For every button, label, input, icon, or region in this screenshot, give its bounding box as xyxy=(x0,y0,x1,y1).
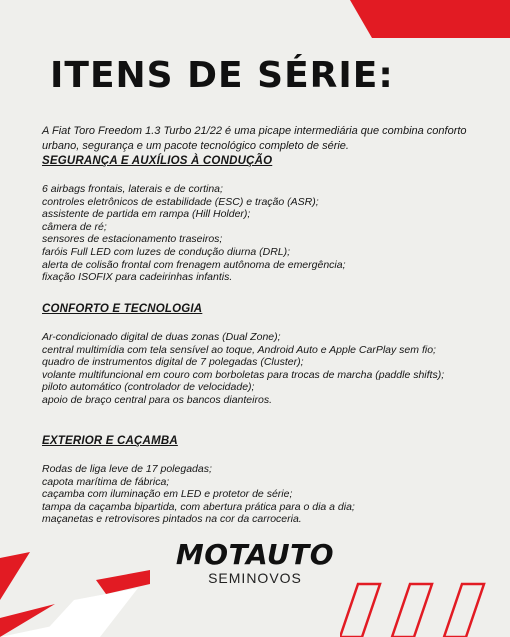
list-item: 6 airbags frontais, laterais e de cortina; xyxy=(42,183,223,195)
list-item: câmera de ré; xyxy=(42,220,107,233)
item-list xyxy=(42,463,482,526)
brand-subtitle: SEMINOVOS xyxy=(208,570,302,586)
stripe-white-2 xyxy=(40,588,138,637)
parallelogram-2 xyxy=(392,584,432,637)
section-exterior xyxy=(42,435,482,526)
list-item: caçamba com iluminação em LED e protetor de série; xyxy=(42,488,293,501)
section-heading: EXTERIOR E CAÇAMBA xyxy=(42,435,178,447)
list-item: maçanetas e retrovisores pintados na cor da carroceria. xyxy=(42,513,302,526)
list-item: tampa da caçamba bipartida, com abertura prática para o dia a dia; xyxy=(42,500,355,513)
parallelogram-1 xyxy=(340,584,380,637)
stripe-white-1 xyxy=(0,624,62,637)
section-heading: SEGURANÇA E AUXÍLIOS À CONDUÇÃO xyxy=(42,155,273,167)
list-item: piloto automático (controlador de velocidade); xyxy=(42,381,255,394)
parallelogram-3 xyxy=(444,584,484,637)
brand-logo xyxy=(0,540,510,586)
stripe-red-2 xyxy=(0,604,55,637)
list-item: fixação ISOFIX para cadeirinhas infantis. xyxy=(42,271,233,284)
list-item: quadro de instrumentos digital de 7 polegadas (Cluster); xyxy=(42,356,304,369)
item-list xyxy=(42,331,482,407)
list-item: alerta de colisão frontal com frenagem autônoma de emergência; xyxy=(42,258,346,271)
list-item: controles eletrônicos de estabilidade (ESC) e tração (ASR); xyxy=(42,195,319,208)
list-item: capota marítima de fábrica; xyxy=(42,475,170,488)
list-item: Rodas de liga leve de 17 polegadas; xyxy=(42,463,212,475)
list-item: Ar-condicionado digital de duas zonas (Dual Zone); xyxy=(42,331,281,343)
brand-name: MOTAUTO xyxy=(175,538,335,571)
list-item: central multimídia com tela sensível ao toque, Android Auto e Apple CarPlay sem fio; xyxy=(42,343,436,356)
list-item: apoio de braço central para os bancos dianteiros. xyxy=(42,393,272,406)
section-comfort xyxy=(42,303,482,407)
item-list xyxy=(42,183,482,284)
section-safety xyxy=(42,155,482,284)
list-item: faróis Full LED com luzes de condução diurna (DRL); xyxy=(42,245,291,258)
intro-paragraph: A Fiat Toro Freedom 1.3 Turbo 21/22 é uma picape intermediária que combina conforto urbano, segurança e um pacote tecnológico completo de série. xyxy=(42,125,467,152)
bottom-right-parallelograms xyxy=(340,578,510,637)
list-item: assistente de partida em rampa (Hill Holder); xyxy=(42,208,251,221)
section-heading: CONFORTO E TECNOLOGIA xyxy=(42,303,203,315)
page-title: ITENS DE SÉRIE: xyxy=(50,55,394,96)
top-red-bar xyxy=(350,0,510,38)
list-item: sensores de estacionamento traseiros; xyxy=(42,233,223,246)
list-item: volante multifuncional em couro com borboletas para trocas de marcha (paddle shifts); xyxy=(42,368,445,381)
